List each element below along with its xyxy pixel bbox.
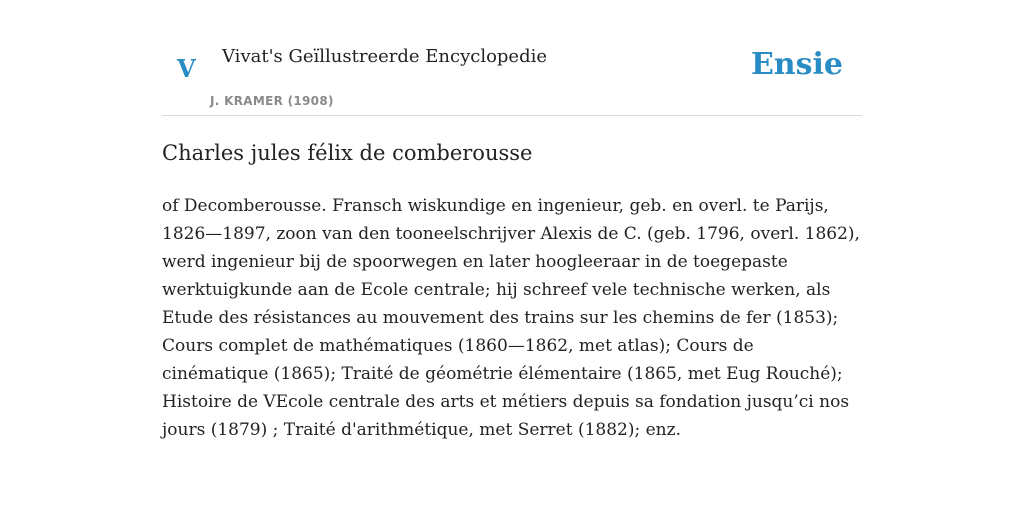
entry-title: Charles jules félix de comberousse bbox=[162, 141, 533, 165]
ensie-brand-logo[interactable]: Ensie bbox=[750, 47, 843, 82]
source-book-title[interactable]: Vivat's Geïllustreerde Encyclopedie bbox=[222, 46, 548, 67]
entry-body: of Decomberousse. Fransch wiskundige en ingenieur, geb. en overl. te Parijs, 1826—1897, zoon van den tooneelschrijver Alexis de C. (geb. 1796, overl. 1862), werd ingenieur bij de spoorwegen en later hoogleeraar in de toegepaste werktuigkunde aan de Ecole centrale; hij schreef vele technische werken, als Etude des résistances au mouvement des trains sur les chemins de fer (1853); Cours complet de mathématiques (1860—1862, met atlas); Cours de cinématique (1865); Traité de géométrie élémentaire (1865, met Eug Rouché); Histoire de VEcole centrale des arts et métiers depuis sa fondation jusqu’ci nos jours (1879) ; Traité d'arithmétique, met Serret (1882); enz. bbox=[162, 196, 860, 440]
source-header bbox=[162, 0, 862, 116]
source-logo[interactable]: V bbox=[177, 54, 196, 83]
page-container bbox=[162, 0, 862, 440]
source-author: J. KRAMER (1908) bbox=[210, 94, 334, 108]
